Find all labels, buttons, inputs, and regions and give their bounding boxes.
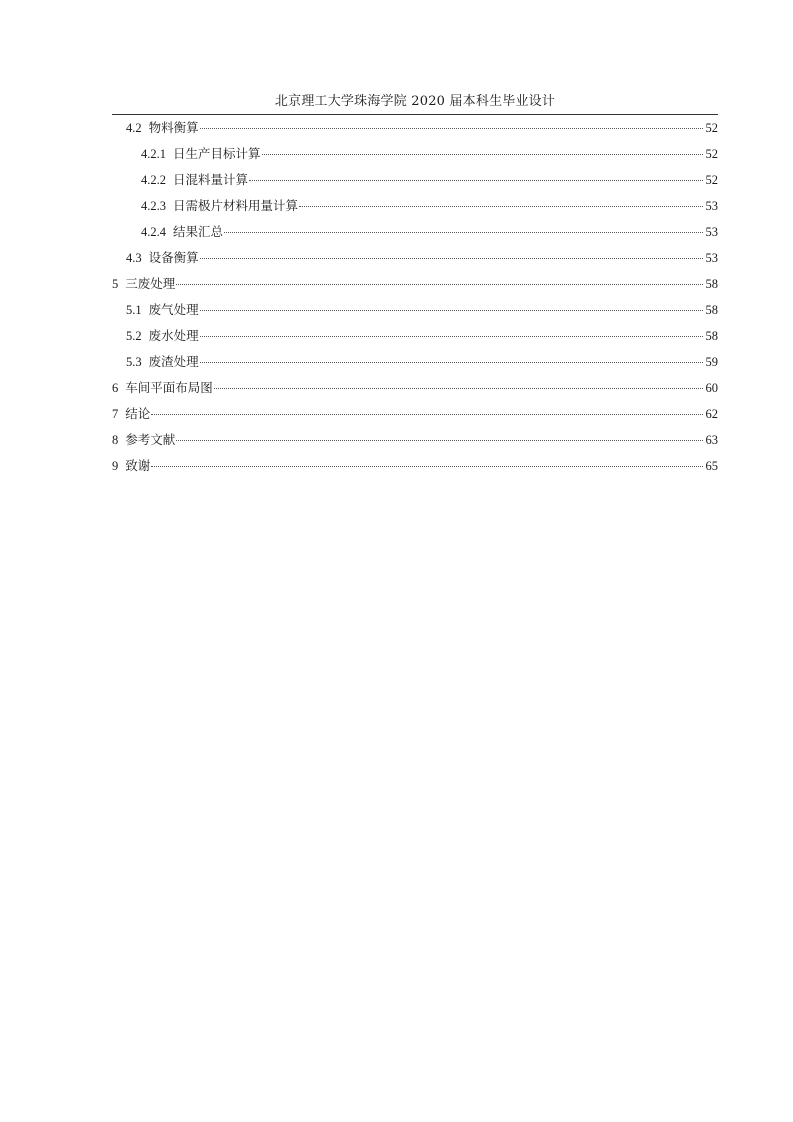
toc-entry-title: 日混料量计算 <box>173 172 249 187</box>
page-header <box>112 92 718 115</box>
toc-entry-number: 5 <box>112 277 119 291</box>
toc-entry-title: 物料衡算 <box>148 120 199 135</box>
toc-entry-title: 三废处理 <box>125 276 176 291</box>
toc-entry-page: 52 <box>705 173 718 187</box>
toc-dot-leader <box>151 413 703 415</box>
toc-entry-title: 致谢 <box>125 458 151 473</box>
toc-dot-leader <box>249 179 703 181</box>
toc-entry-page: 59 <box>705 355 718 369</box>
toc-entry-page: 65 <box>705 459 718 473</box>
toc-entry-number: 4.3 <box>126 251 142 265</box>
toc-entry-number: 4.2.4 <box>141 225 166 239</box>
toc-dot-leader <box>200 309 703 311</box>
toc-entry-page: 52 <box>705 147 718 161</box>
toc-entry-title: 废水处理 <box>148 328 199 343</box>
toc-entry-5-1[interactable] <box>112 297 718 323</box>
toc-entry-4-2-3[interactable] <box>112 193 718 219</box>
toc-entry-title: 设备衡算 <box>148 250 199 265</box>
toc-entry-page: 58 <box>705 329 718 343</box>
page-header-title: 北京理工大学珠海学院 2020 届本科生毕业设计 <box>274 94 556 109</box>
toc-dot-leader <box>200 335 703 337</box>
toc-entry-title: 参考文献 <box>125 432 176 447</box>
toc-entry-page: 62 <box>705 407 718 421</box>
toc-entry-page: 60 <box>705 381 718 395</box>
table-of-contents <box>112 115 718 479</box>
toc-entry-page: 53 <box>705 225 718 239</box>
toc-entry-title: 废气处理 <box>148 302 199 317</box>
toc-entry-page: 52 <box>705 121 718 135</box>
toc-entry-number: 4.2.1 <box>141 147 166 161</box>
toc-entry-title: 日需极片材料用量计算 <box>173 198 299 213</box>
toc-entry-5-2[interactable] <box>112 323 718 349</box>
toc-entry-title: 日生产目标计算 <box>173 146 261 161</box>
toc-entry-number: 8 <box>112 433 119 447</box>
toc-entry-number: 4.2.2 <box>141 173 166 187</box>
toc-entry-number: 6 <box>112 381 119 395</box>
toc-entry-title: 车间平面布局图 <box>125 380 213 395</box>
toc-dot-leader <box>224 231 703 233</box>
toc-entry-page: 53 <box>705 251 718 265</box>
toc-entry-number: 5.3 <box>126 355 142 369</box>
toc-dot-leader <box>200 257 703 259</box>
toc-dot-leader <box>200 127 703 129</box>
toc-entry-9[interactable] <box>112 453 718 479</box>
toc-entry-number: 9 <box>112 459 119 473</box>
toc-entry-4-2[interactable] <box>112 115 718 141</box>
toc-entry-5-3[interactable] <box>112 349 718 375</box>
toc-dot-leader <box>200 361 703 363</box>
toc-entry-number: 7 <box>112 407 119 421</box>
toc-entry-4-2-2[interactable] <box>112 167 718 193</box>
toc-dot-leader <box>299 205 703 207</box>
toc-entry-4-2-4[interactable] <box>112 219 718 245</box>
toc-entry-page: 58 <box>705 277 718 291</box>
toc-entry-5[interactable] <box>112 271 718 297</box>
toc-entry-number: 4.2.3 <box>141 199 166 213</box>
toc-entry-6[interactable] <box>112 375 718 401</box>
toc-entry-page: 58 <box>705 303 718 317</box>
toc-entry-8[interactable] <box>112 427 718 453</box>
toc-entry-number: 5.1 <box>126 303 142 317</box>
toc-entry-7[interactable] <box>112 401 718 427</box>
toc-entry-number: 5.2 <box>126 329 142 343</box>
toc-entry-title: 结论 <box>125 406 151 421</box>
toc-entry-4-3[interactable] <box>112 245 718 271</box>
toc-dot-leader <box>176 283 703 285</box>
toc-entry-title: 废渣处理 <box>148 354 199 369</box>
toc-entry-page: 53 <box>705 199 718 213</box>
toc-entry-page: 63 <box>705 433 718 447</box>
toc-dot-leader <box>151 465 703 467</box>
toc-dot-leader <box>214 387 703 389</box>
toc-dot-leader <box>176 439 703 441</box>
toc-entry-number: 4.2 <box>126 121 142 135</box>
toc-entry-4-2-1[interactable] <box>112 141 718 167</box>
toc-dot-leader <box>262 153 703 155</box>
toc-entry-title: 结果汇总 <box>173 224 224 239</box>
